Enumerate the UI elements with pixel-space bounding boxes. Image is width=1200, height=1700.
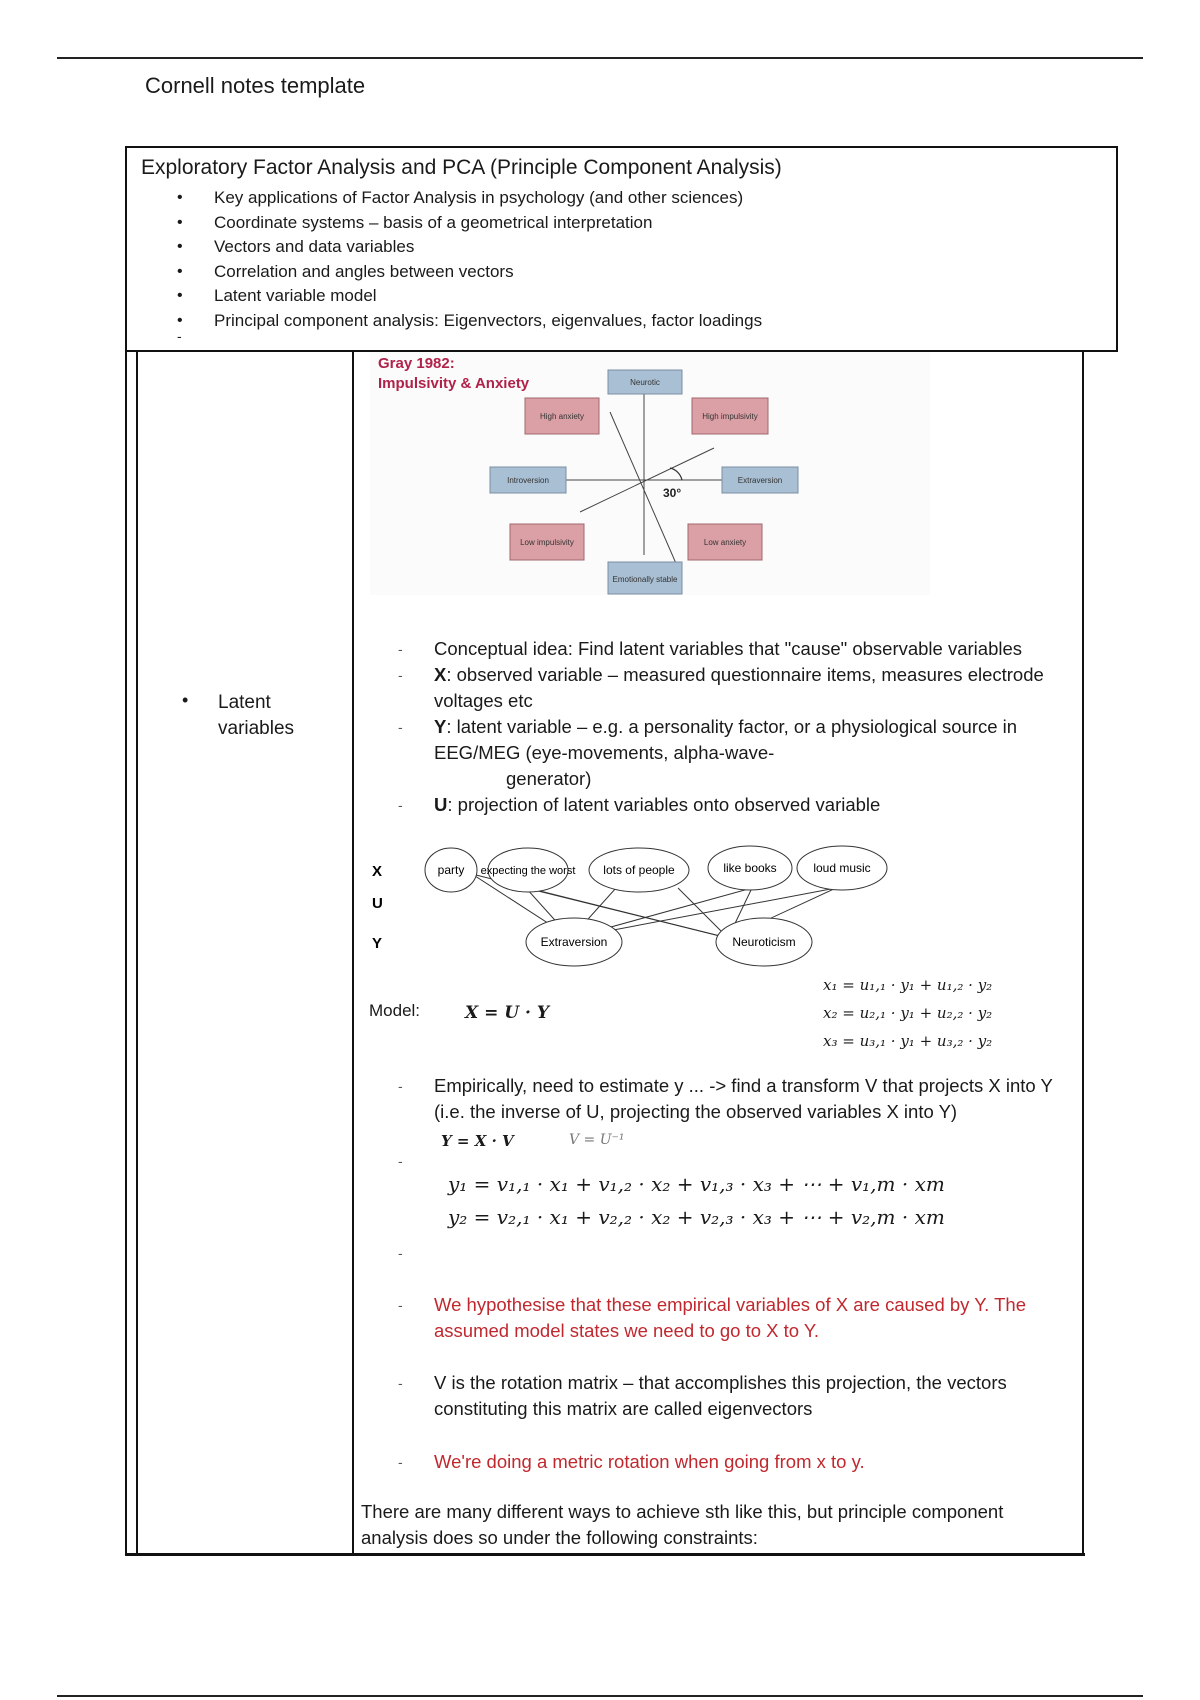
note-text xyxy=(434,662,1084,714)
node-label-neuroticism: Neuroticism xyxy=(732,935,796,949)
path-diagram xyxy=(366,840,926,970)
note-text xyxy=(434,714,1084,792)
model-eq-x1: x₁ = u₁,₁ · y₁ + u₁,₂ · y₂ xyxy=(823,976,993,994)
topic-item: • Principal component analysis: Eigenvectors, eigenvalues, factor loadings xyxy=(127,309,762,334)
note-text: Empirically, need to estimate y ... -> find a transform V that projects X into Y (i.e. the inverse of U, projecting the observed variables X into Y) xyxy=(434,1075,1053,1122)
topic-item: • Latent variable model xyxy=(127,284,762,309)
note-text: V is the rotation matrix – that accomplishes this projection, the vectors constituting this matrix are called eigenvectors xyxy=(434,1372,1007,1419)
model-eq-x3: x₃ = u₃,₁ · y₁ + u₃,₂ · y₂ xyxy=(823,1032,993,1050)
note-dash: - xyxy=(398,667,403,683)
note-dash: - xyxy=(398,1245,403,1261)
node-label-extraversion: Extraversion xyxy=(540,935,608,949)
table-border-left xyxy=(125,352,127,1554)
note-dash: - xyxy=(398,1454,403,1470)
topic-box xyxy=(125,146,1118,352)
note-text xyxy=(434,792,1084,818)
node-label-expecting: expecting the worst xyxy=(480,865,576,877)
model-equation: X = U · Y xyxy=(465,1003,549,1023)
topic-item: • Key applications of Factor Analysis in psychology (and other sciences) xyxy=(127,186,762,211)
note-dash: - xyxy=(398,1297,403,1313)
u-text: : projection of latent variables onto observed variable xyxy=(447,794,881,815)
x-label: X xyxy=(434,664,447,685)
equation-y1: y₁ = v₁,₁ · x₁ + v₁,₂ · x₂ + v₁,₃ · x₃ + ⋯ + v₁,m · xm xyxy=(448,1172,945,1196)
cue-column-divider xyxy=(352,352,354,1554)
node-label-lots-of-people: lots of people xyxy=(603,863,675,877)
note-dash: - xyxy=(398,1078,403,1094)
top-rule xyxy=(57,57,1143,59)
closing-paragraph: There are many different ways to achieve sth like this, but principle component analysis does so under the following constraints: xyxy=(361,1501,1004,1548)
label-introversion: Introversion xyxy=(507,476,549,485)
bottom-rule xyxy=(57,1695,1143,1697)
note-dash: - xyxy=(398,641,403,657)
note-text: Conceptual idea: Find latent variables that "cause" observable variables xyxy=(434,638,1023,659)
gray-model-figure xyxy=(370,340,930,595)
note-text: We're doing a metric rotation when going from x to y. xyxy=(434,1451,865,1472)
topic-item: • Correlation and angles between vectors xyxy=(127,260,762,285)
model-eq-x2: x₂ = u₂,₁ · y₁ + u₂,₂ · y₂ xyxy=(823,1004,993,1022)
node-label-party: party xyxy=(437,863,465,877)
label-high-impulsivity: High impulsivity xyxy=(702,412,758,421)
angle-label: 30° xyxy=(663,486,682,500)
topic-list xyxy=(127,186,762,333)
model-label: Model: xyxy=(369,1001,421,1020)
y-text-continued: generator) xyxy=(506,768,592,789)
row-label-u: U xyxy=(372,895,383,912)
topic-item: • Coordinate systems – basis of a geometrical interpretation xyxy=(127,211,762,236)
node-label-like-books: like books xyxy=(723,861,777,875)
note-text: We hypothesise that these empirical variables of X are caused by Y. The assumed model states we need to go to X to Y. xyxy=(434,1294,1026,1341)
table-border-bottom xyxy=(125,1553,1085,1556)
note-dash: - xyxy=(398,1375,403,1391)
figure-title-line2: Impulsivity & Anxiety xyxy=(378,375,530,392)
u-label: U xyxy=(434,794,448,815)
cue-bullet: • xyxy=(182,690,189,710)
y-text: : latent variable – e.g. a personality factor, or a physiological source in EEG/MEG (eye-movements, alpha-wave- xyxy=(434,716,1018,763)
label-high-anxiety: High anxiety xyxy=(539,412,585,421)
label-neurotic: Neurotic xyxy=(630,378,660,387)
row-label-x: X xyxy=(372,863,383,880)
x-text: : observed variable – measured questionnaire items, measures electrode voltages etc xyxy=(434,664,1044,711)
cue-text: Latent variables xyxy=(218,692,295,739)
figure-title-line1: Gray 1982: xyxy=(378,355,455,372)
inverse-equation: V = U⁻¹ xyxy=(569,1132,625,1148)
transform-equation: Y = X · V xyxy=(441,1132,514,1150)
note-dash: - xyxy=(398,1153,403,1169)
label-low-anxiety: Low anxiety xyxy=(703,538,747,547)
topic-title: Exploratory Factor Analysis and PCA (Principle Component Analysis) xyxy=(141,156,782,179)
equation-y2: y₂ = v₂,₁ · x₁ + v₂,₂ · x₂ + v₂,₃ · x₃ + ⋯ + v₂,m · xm xyxy=(448,1205,945,1229)
node-label-loud-music: loud music xyxy=(813,861,871,875)
note-dash: - xyxy=(398,719,403,735)
y-label: Y xyxy=(434,716,447,737)
topic-item: • Vectors and data variables xyxy=(127,235,762,260)
row-label-y: Y xyxy=(372,935,383,952)
label-extraversion: Extraversion xyxy=(737,476,783,485)
label-low-impulsivity: Low impulsivity xyxy=(520,538,574,547)
document-title: Cornell notes template xyxy=(145,73,366,98)
topic-trailing-dash: - xyxy=(177,328,182,344)
label-emotionally-stable: Emotionally stable xyxy=(612,575,678,584)
note-dash: - xyxy=(398,797,403,813)
table-border-left-inner xyxy=(136,352,138,1554)
